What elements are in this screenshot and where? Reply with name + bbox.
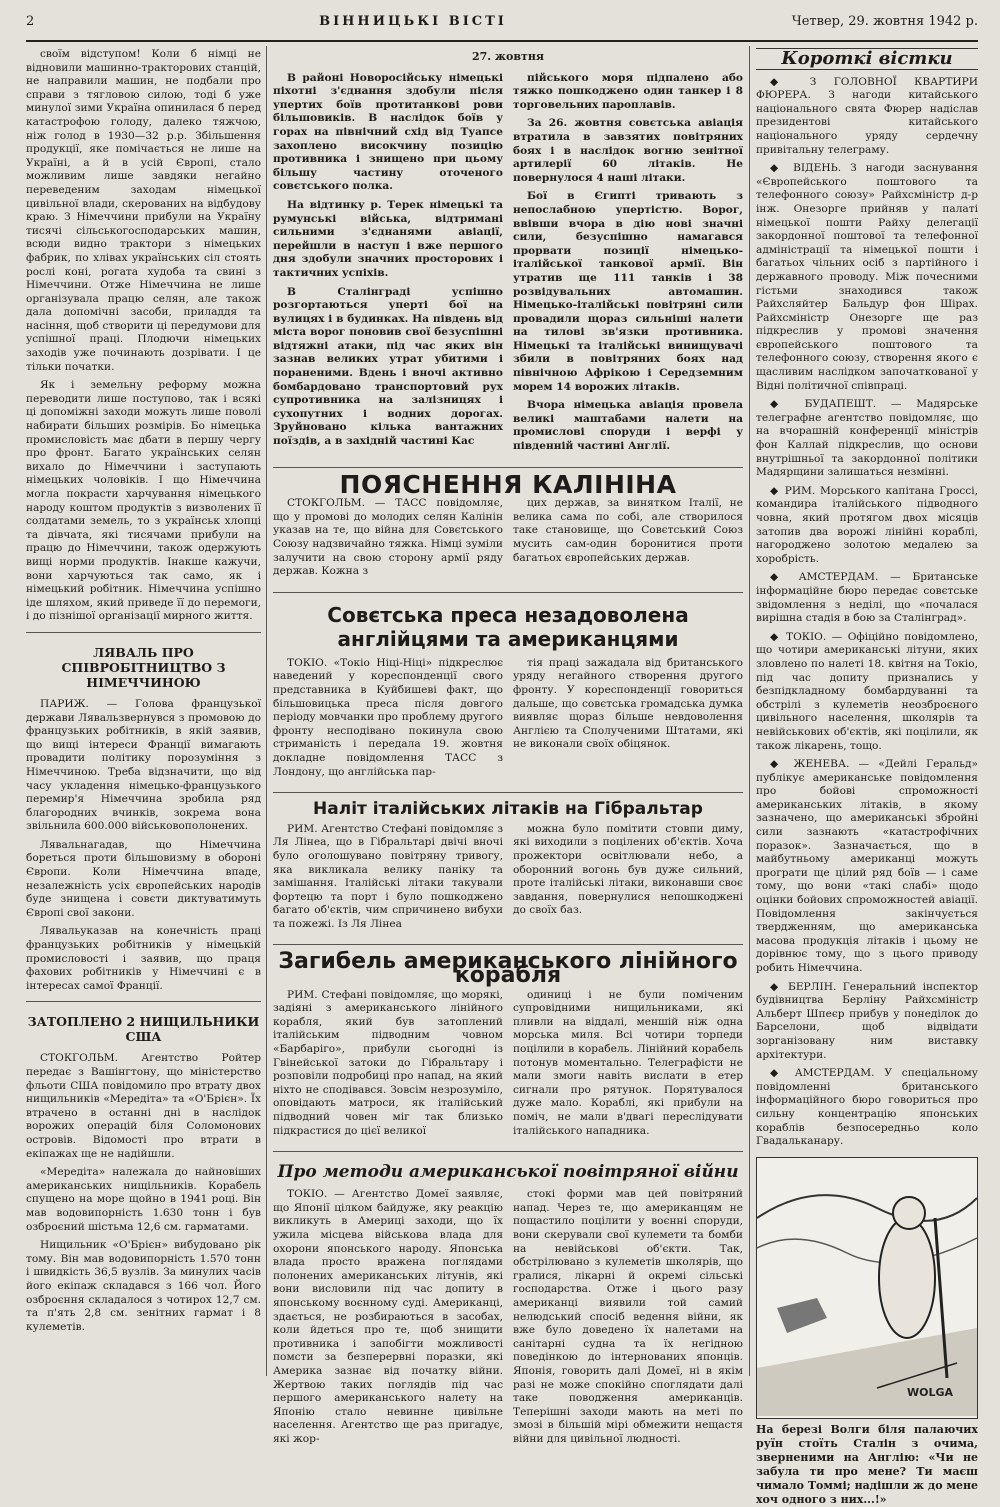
paragraph: «Мередіта» належала до найновіших американських нищільників. Корабель спущено на море щойно в 1941 році. Він мав водовипорність 1.630 тонн і був озброєний шістьма 12,6 см. гарматами. xyxy=(26,1166,261,1233)
news-item: ◆ АМСТЕРДАМ. У спеціальному повідомленні британського інформаційного бюро говориться про сильну концентрацію японських кораблів безпосередньо коло Гвадальканару. xyxy=(756,1067,978,1148)
cartoon-caption: На березі Волги біля палаючих руїн стоїть Сталін з очима, зверненими на Англію: «Чи не забула ти про мене? Ти маєш чимало Томмі; надішли ж до мене хоч одного з них...!» xyxy=(756,1422,978,1506)
page-number: 2 xyxy=(26,14,35,29)
paragraph: СТОКГОЛЬМ. Агентство Ройтер передає з Вашінгтону, що міністерство фльоти США повідомило про втрату двох нищильників «Мередіта» та «О'Брієн». Їх втрачено в останні дні в наслідок ворожих операцій біля Соломонових островів. Відомості про втрати в екіпажах ще не надійшли. xyxy=(26,1052,261,1160)
bullet-icon: ◆ xyxy=(770,758,794,771)
bullet-icon: ◆ xyxy=(770,162,794,175)
separator xyxy=(26,632,261,633)
paragraph: Нищильник «О'Брієн» вибудовано рік тому. Він мав водовипорність 1.570 тонн і швидкість 36,5 вузлів. За минулих часів його екіпаж складався з 166 чол. Його озброєння складалося з чотирох 12,7 см. та п'ять 2,8 см. зенітних гармат і 8 кулеметів. xyxy=(26,1239,261,1333)
news-item: ◆ ВІДЕНЬ. З нагоди заснування «Європейського поштового та телефонного союзу» Райхсміністр д-р інж. Онезорге прийняв у палаті німецької пошти Райху делегації закордонної поштової та телефонної адміністрації та німецької пошти і багатьох чільних осіб з партійного і державного проводу. Між почесними гістьми знаходився також Райхсляйтер Бальдур фон Шірах. Райхсміністр Онезорге ще раз підкреслив у промові значення європейського поштового та телефонного союзу, створення якого є щасливим наслідком започаткованої у Відні політичної співпраці. xyxy=(756,162,978,392)
paragraph: РИМ. Агентство Стефані повідомляє з Ля Лінеа, що в Гібральтарі двічі вночі було оголошувано повітряну тривогу, яка викликала велику паніку та замішання. Італійські літаки такували фортецю та порт і було пошкоджено багато об'єктів, чим спричинено вибухи та пожежі. Із Ля Лінеа xyxy=(273,822,503,930)
column-divider xyxy=(266,46,267,1376)
military-report xyxy=(273,72,743,459)
paragraph: Вчора німецька авіація провела великі маштабами налети на промислові споруди і верфі у південній частині Англії. xyxy=(513,399,743,453)
article-title-methods: Про методи американської повітряної війни xyxy=(277,1162,739,1183)
paragraph: Бої в Єгипті тривають з непослабною упертістю. Ворог, ввівши вчора в дію нові значні сили, безуспішно намагався прорвати позиції німецько-італійської танкової армії. Він утратив ще 111 танків і 38 розвідувальних автомашин. Німецько-італійські повітряні сили провадили щораз сильніші налети на тилові зв'язки противника. Німецькі та італійські винищувачі збили в повітряних боях над північною Афрікою і Середземним морем 14 ворожих літаків. xyxy=(513,190,743,393)
paper-title: ВІННИЦЬКІ ВІСТІ xyxy=(319,14,507,29)
paragraph: стокі форми мав цей повітряний напад. Через те, що американцям не пощастило поцілити у воєнні споруди, вони скерували свої кулемети та бомби на невійськові об'єкти. Так, обстрілювано з кулеметів школярів, що гралися, лікарні й окремі сільські господарства. Отже і цього разу американці виявили той самий нелюдський спосіб ведення війни, як вже було доведено їх налетами на санітарні судна та їх негідною поведінкою до інтернованих японців. Японія, говорить далі Домеї, ні в якім разі не може спокійно споглядати далі таке поводження американців. Теперішні заходи мають на меті по змозі в більшій мірі обмежити нещастя війни для цивільної людності. xyxy=(513,1188,743,1445)
column-middle xyxy=(273,48,743,1445)
paragraph: На відтинку р. Терек німецькі та румунські війська, відтримані сильними з'єднанями авіації, перейшли в наступ і вже першого дня здобули значних просторових і тактичних успіхів. xyxy=(273,198,503,279)
paragraph: В районі Новоросійську німецькі піхотні з'єднання здобули після упертих боїв протитанкові рови більшовиків. В наслідок боїв у горах на північний схід від Туапсе захоплено високчину позицію противника і знищено при цьому більшу частину оточеного совєтського полка. xyxy=(273,71,503,193)
news-item: ◆ З ГОЛОВНОЇ КВАРТИРИ ФЮРЕРА. З нагоди китайського національного свята Фюрер надіслав президентові китайського національного уряду сердечну привітальну телеграму. xyxy=(756,75,978,156)
news-item: ◆ ТОКІО. — Офіційно повідомлено, що чотири американські літуни, яких зловлено по налеті 18. квітня на Токіо, під час допиту признались у безпідкладному бомбардуванні та обстрілі з кулеметів неозброєного цивільного населення, школярів та невійськових об'єктів, які поцілили, як також лікарень, тощо. xyxy=(756,630,978,752)
paragraph: СТОКГОЛЬМ. — ТАСС повідомляє, що у промові до молодих селян Калінін указав на те, що війна для Совєтського Союзу надзвичайно тяжка. Німці зуміли залучити на свою сторону армії ряду держав. Кожна з xyxy=(273,497,503,578)
paragraph: РИМ. Стефані повідомляє, що морякі, задіяні з американського лінійного корабля, який був затоплений італійським підводним човном «Барбаріго», прибули сьогодні із Гвінейської затоки до Гібральтару і розповіли подробиці про напад, на який ніхто не сподівався. Зовсім незрозуміло, оповідають матроси, як італійський підводний човен міг так близько підкрастися до цієї великої xyxy=(273,988,503,1137)
paragraph: Як і земельну реформу можна переводити лише поступово, так і всякі ці допоміжні заходи можуть лише поволі набирати більших розмірів. Бо німецька промисловість має дбати в першу чергу про фронт. Багато українських селян вихало до Німеччини і заступають німецьких чоловіків. І що Німеччина могла покрасти харчування німецького народу коштом продуктів з визволених її солдатами земель, то з українськ хлопці та дівчата, які тисячами прибули на працю до Німеччини, також одержують вищі норми продуктів. Інакше кажучи, вони харчуються так само, як і німецький робітник. Німеччина успішно іде шляхом, який приведе її до перемоги, і до пізнішої організації мирного життя. xyxy=(26,379,261,623)
issue-date: Четвер, 29. жовтня 1942 р. xyxy=(791,14,978,29)
masthead xyxy=(26,14,978,42)
article-title-gibraltar: Наліт італійських літаків на Гібральтар xyxy=(313,799,703,820)
paragraph: Лявальуказав на конечність праці французьких робітників у німецькій промисловості і заявив, що праця фахових робітників у Німеччині є в інтересах самої Франції. xyxy=(26,925,261,992)
bullet-icon: ◆ xyxy=(770,75,810,88)
paragraph: ТОКІО. — Агентство Домеї заявляє, що Японії цілком байдуже, яку реакцію викликуть в Америці заходи, що їх ужила місцева військова влада для охорони японського народу. Японська влада просто вражена поглядами полонених американських літунів, які вони висловили під час допиту в японському воєнному суді. Американці, здається, не розбираються в засобах, коли йдеться про те, щоб знищити противника і запобігти можливості помсти за безперервні поразки, які Америка зазнає від початку війни. Жертвою таких поглядів під час першого американського налету на Японію стало невинне цивільне населення. Агентство ще раз пригадує, які жор- xyxy=(273,1188,503,1445)
cartoon-illustration xyxy=(756,1157,978,1419)
separator xyxy=(273,944,743,945)
paragraph: тія праці зажадала від британського уряду негайного створення другого фронту. У кореспонденції говориться дальше, що совєтська громадська думка виявляє щораз більше невдоволення Англією та Сполученими Штатами, які не виконали своїх обіцянок. xyxy=(513,656,743,751)
article-title-battleship: Загибель американського лінійного корабля xyxy=(278,949,738,989)
article-title-destroyers: ЗАТОПЛЕНО 2 НИЩИЛЬНИКИ США xyxy=(27,1014,260,1045)
separator xyxy=(273,792,743,793)
bullet-icon: ◆ xyxy=(770,398,805,411)
bullet-icon: ◆ xyxy=(770,1067,795,1080)
column-right xyxy=(756,48,979,1506)
article-title-press: Совєтська преса незадоволена англійцями та американцями xyxy=(327,602,689,651)
bullet-icon: ◆ xyxy=(770,571,799,584)
paragraph: ТОКІО. «Токіо Ніці-Ніці» підкреслює наведений у кореспонденції свого представника в Куйбишеві факт, що більшовицька преса після довгого періоду мовчанки про проблему другого фронту несподівано покинула свою стриманість і передала 19. жовтня докладне повідомлення ТАСС з Лондону, що англійська пар- xyxy=(273,656,503,778)
article-title-kalinin: ПОЯСНЕННЯ КАЛІНІНА xyxy=(339,469,677,499)
paragraph: своїм відступом! Коли б німці не відновили машинно-тракторових станцій, не направили машин, не подбали про справи з тягловою силою, тоді б уже минулої зими Україна опинилася б перед катастрофою голоду, далеко тяжчою, ніж голод в 1930—32 р.р. Збільшення продукції, яке помічається не лише на Україні, а й в усій Європі, стало можливим лише завдяки негайно переведеним заходам німецької цивільної влади, скерованих на відбудову краю. З Німеччини прибули на Україну тисячі сільськогосподарських машин, всюди видно трактори з німецьких фабрик, по хлівах українських сіл стоять рослі коні, рогата худоба та свині з Німеччини. Отже Німеччина не лише організувала працю селян, але також дала допомічні засоби, приладдя та насіння, щоб створити ці передумови для успішної праці. Плодючи німецьких заходів уже починають дозрівати. І це тільки початки. xyxy=(26,48,261,373)
separator xyxy=(26,1001,261,1002)
bullet-icon: ◆ xyxy=(770,980,789,993)
separator xyxy=(273,467,743,468)
section-title: Короткі вістки xyxy=(756,48,978,70)
news-item: ◆ БУДАПЕШТ. — Мадярське телеграфне агентство повідомляє, що на вчорашній конференції міністрів фон Каллай підкреслив, що основи внутрішньої та закордонної політики Мадярщини залишаться незмінні. xyxy=(756,398,978,479)
news-item: ◆ АМСТЕРДАМ. — Британське інформаційне бюро передає совєтське звідомлення з неділі, що «почалася вирішна стадія в бою за Сталінград». xyxy=(756,571,978,625)
paragraph: ПАРИЖ. — Голова французької держави Лявальзвернувся з промовою до французьких робітників, в якій заявив, що вищі інтереси Франції вимагають провадити політику порозуміння з Німеччиною. Треба відзначити, що від часу укладення німецько-французького перемир'я Німеччина зробила ряд благородних вчинків, зокрема вона звільнила 600.000 військовополонених. xyxy=(26,697,261,833)
paragraph: В Сталінграді успішно розгортаються уперті бої на вулицях і в будинках. На південь від міста ворог поновив свої безуспішні відтяжні атаки, під час яких він зазнав великих утрат убитими і пораненими. Вдень і вночі активно бомбардовано транспортовий рух супротивника на залізницях і сухопутних і водних дорогах. Зруйновано кілька вантажних поїздів, а в західній частині Кас xyxy=(273,285,503,448)
paragraph: можна було помітити стовпи диму, які виходили з поцілених об'єктів. Хоча прожектори освітлювали небо, а оборонний вогонь був дуже сильний, проте італійські літаки, виконавши своє завдання, повернулися непошкоджені до своїх баз. xyxy=(513,822,743,917)
article-title-laval: ЛЯВАЛЬ ПРО СПІВРОБІТНИЦТВО З НІМЕЧЧИНОЮ xyxy=(61,644,226,690)
column-divider xyxy=(749,46,750,1376)
paragraph: одиниці і не були поміченим супровідними нищильниками, які пливли на віддалі, меншій ніж одна морська миля. Всі чотири торпеди поцілили в корабель. Лінійний корабель потонув моментально. Телеграфісти не мали змоги навіть вислати в етер сигнали про рятунок. Порятувалося дуже мало. Кораблі, які прибули на поміч, не мали в'двагі переслідувати італійського нападника. xyxy=(513,988,743,1137)
report-date-heading: 27. жовтня xyxy=(471,50,545,63)
column-left xyxy=(26,48,261,1378)
cartoon-label: WOLGA xyxy=(907,1385,954,1399)
news-item: ◆ ЖЕНЕВА. — «Дейлі Геральд» публікує американське повідомлення про бойові спроможності американських літаків, в якому зазначено, що американські збройні сили зазнають «катастрофічних поразок». Зазначається, що в майбутньому американці можуть програти ще цілий ряд боїв — і саме тому, що вони «такі слабі» щодо оцінки бойових спроможностей авіації. Повідомлення закінчується твердженням, що американська масова продукція літаків і цьому не дорівнює тому, що з цього приводу робить Німеччина. xyxy=(756,758,979,974)
news-item: ◆ РИМ. Морського капітана Гроссі, командира італійського підводного човна, який протягом двох місяців затопив два ворожі лінійні кораблі, нагороджено золотою медалею за хоробрість. xyxy=(756,484,978,565)
paragraph: пійського моря підпалено або тяжко пошкоджено один танкер і 8 торговельних пароплавів. xyxy=(513,71,743,111)
paragraph: За 26. жовтня совєтська авіація втратила в завзятих повітряних боях і в наслідок вогню зенітної артилерії 60 літаків. Не повернулося 4 наші літаки. xyxy=(513,117,743,184)
cartoon-drawing xyxy=(757,1158,977,1416)
separator xyxy=(273,1151,743,1152)
separator xyxy=(273,592,743,593)
news-item: ◆ БЕРЛІН. Генеральний інспектор будівництва Берліну Райхсміністр Альберт Шпеєр прибув у понеділок до Барселони, щоб відвідати зорганізовану ним виставку архітектури. xyxy=(756,980,978,1061)
bullet-icon: ◆ xyxy=(770,484,785,497)
paragraph: цих держав, за винятком Італії, не велика сама по собі, але створилося таке становище, що Совєтський Союз мусить сам-один боронитися проти багатьох європейських держав. xyxy=(513,497,743,564)
paragraph: Лявальнагадав, що Німеччина бореться проти більшовизму в обороні Європи. Коли Німеччина впаде, незалежність усіх європейських народів буде знищена і совєти диктуватимуть Європі свої закони. xyxy=(26,838,261,919)
bullet-icon: ◆ xyxy=(770,630,787,643)
